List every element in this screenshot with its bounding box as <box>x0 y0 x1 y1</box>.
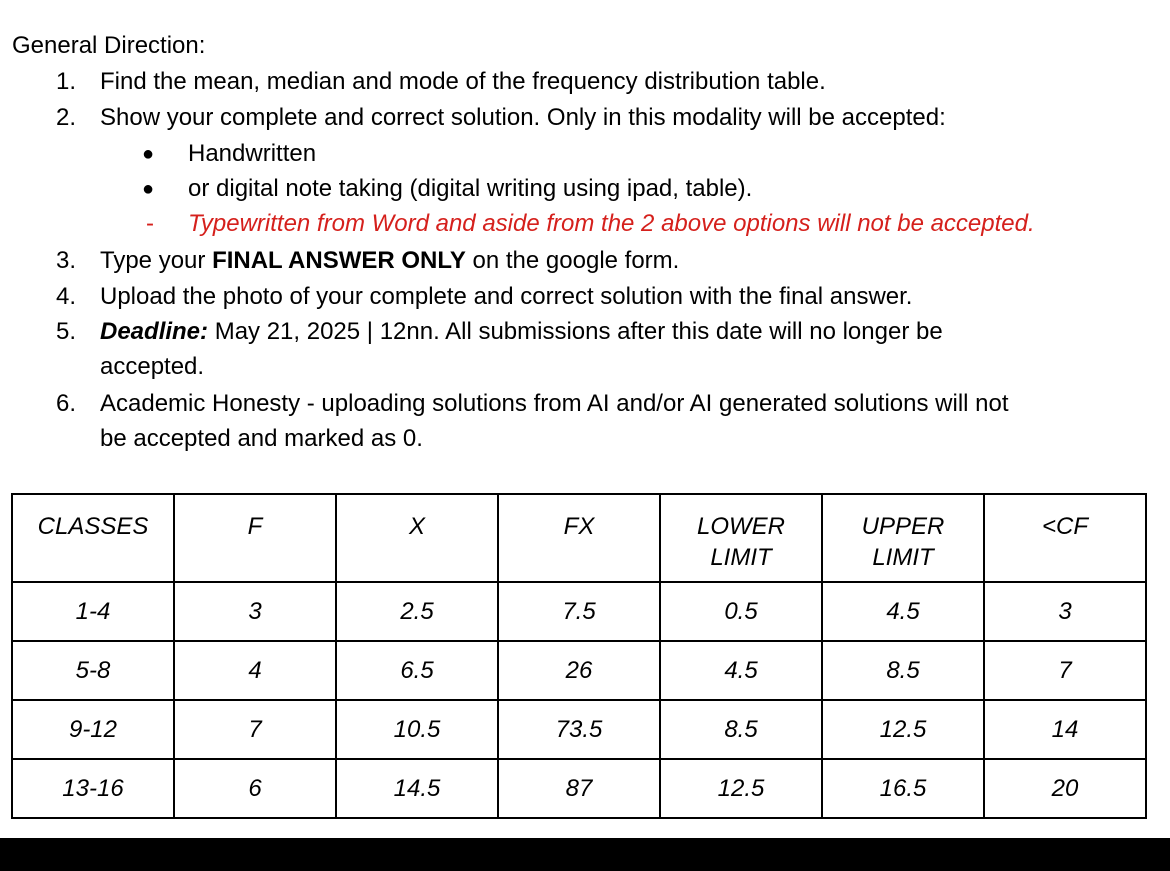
table-cell: 3 <box>174 582 336 641</box>
sub-item-text: or digital note taking (digital writing using ipad, table). <box>188 175 753 202</box>
dash-marker: - <box>146 210 154 237</box>
final-answer-emphasis: FINAL ANSWER ONLY <box>212 247 466 274</box>
item-number: 6. <box>56 390 77 417</box>
table-cell: 14 <box>984 700 1146 759</box>
table-row <box>12 759 1146 818</box>
bullet-icon: ● <box>142 143 155 165</box>
table-cell: 8.5 <box>822 641 984 700</box>
item-text: Find the mean, median and mode of the frequency distribution table. <box>100 68 826 95</box>
item-text: Upload the photo of your complete and correct solution with the final answer. <box>100 283 913 310</box>
warning-text: Typewritten from Word and aside from the 2 above options will not be accepted. <box>188 210 1035 237</box>
item-text-continued: be accepted and marked as 0. <box>100 425 423 452</box>
deadline-label: Deadline: <box>100 318 209 345</box>
deadline-text: May 21, 2025 | 12nn. All submissions after this date will no longer be <box>208 318 943 345</box>
table-cell: 8.5 <box>660 700 822 759</box>
table-cell: 7.5 <box>498 582 660 641</box>
table-cell: 10.5 <box>336 700 498 759</box>
table-row <box>12 641 1146 700</box>
table-cell: 73.5 <box>498 700 660 759</box>
table-cell: 20 <box>984 759 1146 818</box>
item-number: 2. <box>56 104 77 131</box>
item-text: Academic Honesty - uploading solutions from AI and/or AI generated solutions will not <box>100 390 1009 417</box>
item-text-continued: accepted. <box>100 353 205 380</box>
general-direction-heading: General Direction: <box>12 32 206 59</box>
table-cell: 12.5 <box>660 759 822 818</box>
item-text <box>100 316 943 348</box>
item-text-after: on the google form. <box>465 247 680 274</box>
table-cell: 26 <box>498 641 660 700</box>
table-cell: 87 <box>498 759 660 818</box>
item-number: 4. <box>56 283 77 310</box>
item-text <box>100 245 679 277</box>
item-text-before: Type your <box>100 247 213 274</box>
table-cell: 6 <box>174 759 336 818</box>
header-classes: CLASSES <box>12 494 174 582</box>
item-number: 3. <box>56 247 77 274</box>
table-cell: 4 <box>174 641 336 700</box>
table-cell: 9-12 <box>12 700 174 759</box>
bullet-icon: ● <box>142 178 155 200</box>
header-fx: FX <box>498 494 660 582</box>
table-cell: 2.5 <box>336 582 498 641</box>
table-cell: 3 <box>984 582 1146 641</box>
table-cell: 6.5 <box>336 641 498 700</box>
frequency-distribution-table <box>11 493 1147 819</box>
header-lower-limit: LOWER LIMIT <box>660 494 822 582</box>
item-text: Show your complete and correct solution. Only in this modality will be accepted: <box>100 104 946 131</box>
table-row <box>12 582 1146 641</box>
table-cell: 16.5 <box>822 759 984 818</box>
table-cell: 5-8 <box>12 641 174 700</box>
table-cell: 12.5 <box>822 700 984 759</box>
bottom-black-bar <box>0 838 1170 871</box>
table-cell: 0.5 <box>660 582 822 641</box>
header-upper-limit: UPPER LIMIT <box>822 494 984 582</box>
item-number: 1. <box>56 68 77 95</box>
table-header-row <box>12 494 1146 582</box>
table-row <box>12 700 1146 759</box>
table-cell: 1-4 <box>12 582 174 641</box>
table-cell: 7 <box>174 700 336 759</box>
table-cell: 13-16 <box>12 759 174 818</box>
sub-item-text: Handwritten <box>188 140 317 167</box>
table-cell: 14.5 <box>336 759 498 818</box>
header-f: F <box>174 494 336 582</box>
table-cell: 4.5 <box>660 641 822 700</box>
item-number: 5. <box>56 318 77 345</box>
header-cumulative-frequency: <CF <box>984 494 1146 582</box>
header-x: X <box>336 494 498 582</box>
table-cell: 7 <box>984 641 1146 700</box>
table-cell: 4.5 <box>822 582 984 641</box>
